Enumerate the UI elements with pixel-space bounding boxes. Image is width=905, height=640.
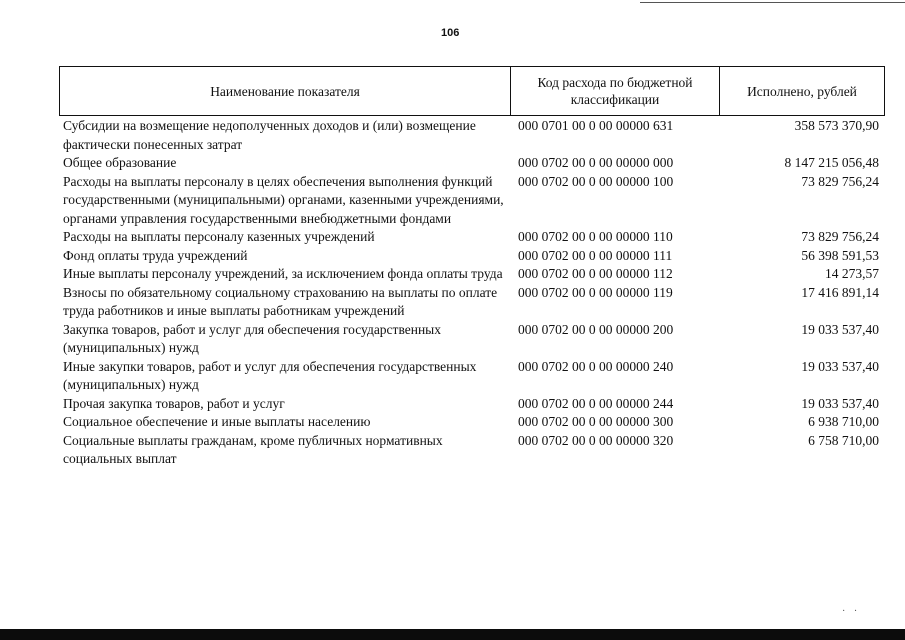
row-name: Фонд оплаты труда учреждений: [63, 247, 248, 263]
table-row: [59, 247, 885, 266]
row-amount: 19 033 537,40: [801, 321, 879, 337]
row-code: 000 0702 00 0 00 00000 110: [518, 229, 673, 244]
table-body: [59, 117, 885, 469]
row-code: 000 0702 00 0 00 00000 200: [518, 321, 674, 337]
scan-edge-line: [640, 2, 905, 3]
row-code: 000 0702 00 0 00 00000 300: [518, 414, 674, 429]
header-code: Код расхода по бюджетной классификации: [511, 67, 720, 115]
header-amount: Исполнено, рублей: [747, 83, 857, 99]
row-amount: 19 033 537,40: [801, 358, 879, 374]
row-code: 000 0702 00 0 00 00000 244: [518, 395, 674, 411]
row-name: Социальные выплаты гражданам, кроме публичных нормативных социальных выплат: [63, 432, 443, 466]
row-code: 000 0702 00 0 00 00000 320: [518, 432, 674, 448]
header-name: Наименование показателя: [60, 67, 511, 115]
row-name: Иные закупки товаров, работ и услуг для обеспечения государственных (муниципальных) нужд: [63, 358, 477, 392]
table-row: [59, 321, 885, 358]
scan-bottom-edge: [0, 629, 905, 640]
row-code: 000 0701 00 0 00 00000 631: [518, 118, 674, 133]
row-name: Субсидии на возмещение недополученных доходов и (или) возмещение фактически понесенных затрат: [63, 118, 476, 152]
row-name: Общее образование: [63, 155, 177, 170]
table-row: [59, 228, 885, 247]
row-name: Иные выплаты персоналу учреждений, за исключением фонда оплаты труда: [63, 266, 503, 281]
row-name: Расходы на выплаты персоналу в целях обеспечения выполнения функций государственными (муниципальными) органами, казенными учреждениями, органами управления государственными внебюджетными фондами: [63, 173, 504, 226]
row-name: Социальное обеспечение и иные выплаты населению: [63, 414, 371, 429]
row-amount: 73 829 756,24: [801, 173, 879, 189]
table-row: [59, 284, 885, 321]
row-amount: 19 033 537,40: [801, 395, 879, 411]
row-amount: 73 829 756,24: [801, 229, 879, 244]
row-name: Прочая закупка товаров, работ и услуг: [63, 395, 285, 411]
table-row: [59, 395, 885, 414]
row-amount: 358 573 370,90: [794, 118, 879, 133]
row-amount: 6 938 710,00: [808, 414, 879, 429]
page-number: 106: [441, 27, 460, 39]
row-name: Взносы по обязательному социальному страхованию на выплаты по оплате труда работников и иные выплаты работникам учреждений: [63, 284, 498, 318]
row-name: Закупка товаров, работ и услуг для обеспечения государственных (муниципальных) нужд: [63, 321, 442, 355]
table-row: [59, 432, 885, 469]
row-amount: 8 147 215 056,48: [784, 155, 879, 170]
row-code: 000 0702 00 0 00 00000 240: [518, 358, 674, 374]
row-code: 000 0702 00 0 00 00000 100: [518, 173, 674, 189]
scan-artifact: · ·: [842, 606, 861, 617]
table-row: [59, 173, 885, 229]
row-code: 000 0702 00 0 00 00000 111: [518, 247, 673, 263]
table-header: [59, 66, 885, 116]
table-row: [59, 358, 885, 395]
table-row: [59, 117, 885, 154]
row-code: 000 0702 00 0 00 00000 112: [518, 266, 673, 281]
row-code: 000 0702 00 0 00 00000 119: [518, 284, 673, 300]
row-code: 000 0702 00 0 00 00000 000: [518, 155, 674, 170]
row-amount: 6 758 710,00: [808, 432, 879, 448]
row-amount: 56 398 591,53: [801, 247, 879, 263]
table-row: [59, 413, 885, 432]
table-row: [59, 265, 885, 284]
row-name: Расходы на выплаты персоналу казенных учреждений: [63, 229, 375, 244]
row-amount: 14 273,57: [825, 266, 879, 281]
table-row: [59, 154, 885, 173]
row-amount: 17 416 891,14: [801, 284, 879, 300]
